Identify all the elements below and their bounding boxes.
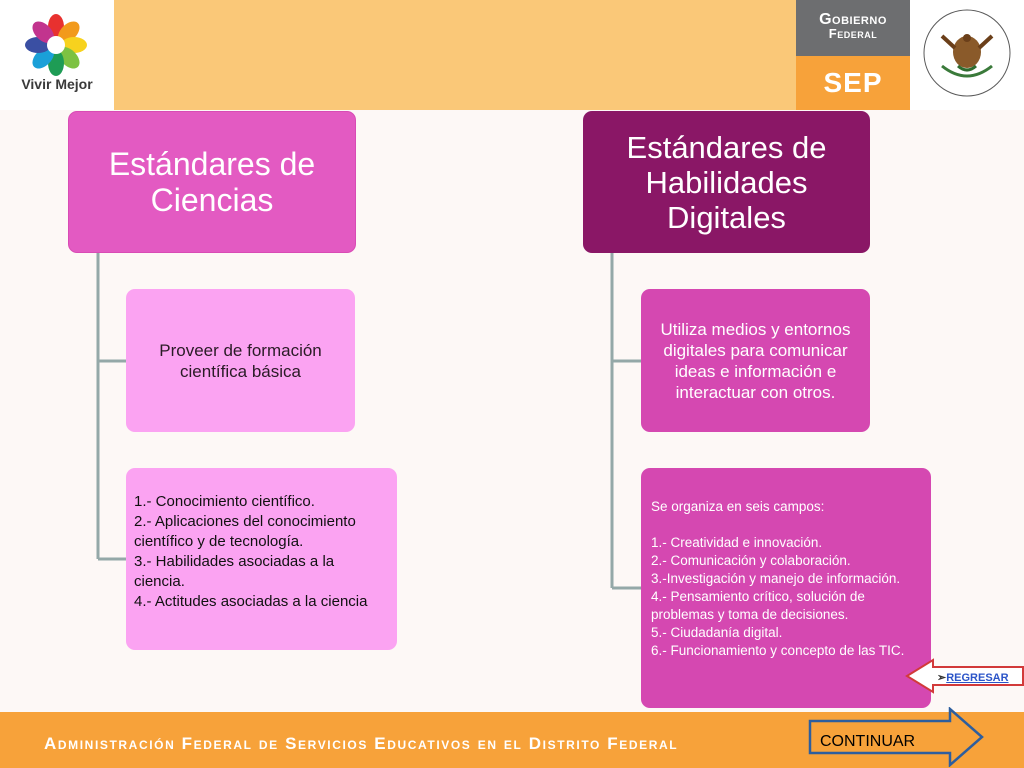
- digitales-title: Estándares de Habilidades Digitales: [626, 129, 827, 235]
- continuar-button[interactable]: CONTINUAR: [820, 733, 916, 750]
- regresar-link[interactable]: [937, 671, 1009, 684]
- sep-badge: SEP: [796, 56, 910, 110]
- digitales-child2-box: [641, 468, 931, 708]
- logo-text: Vivir Mejor: [21, 76, 93, 92]
- ciencias-child1-text: Proveer de formación científica básica: [159, 340, 322, 381]
- digitales-title-box: [583, 111, 870, 253]
- regresar-link-text[interactable]: REGRESAR: [946, 672, 1009, 684]
- digitales-child2-text: Se organiza en seis campos: 1.- Creatividad e innovación. 2.- Comunicación y colaboración. 3.-Investigación y manejo de información. 4.- Pensamiento crítico, solución de problemas y toma de decisiones. 5.- Ciudadanía digital. 6.- Funcionamiento y concepto de las TIC.: [651, 499, 905, 658]
- ciencias-title-box: [68, 111, 356, 253]
- ciencias-child2-text: 1.- Conocimiento científico. 2.- Aplicaciones del conocimiento científico y de tecnología. 3.- Habilidades asociadas a la ciencia. 4.- Actitudes asociadas a la ciencia: [134, 493, 368, 610]
- ciencias-child1-box: [126, 289, 355, 432]
- ciencias-title: Estándares de Ciencias: [108, 146, 316, 218]
- digitales-child1-box: [641, 289, 870, 432]
- footer-text: Administración Federal de Servicios Educativos en el Distrito Federal: [44, 734, 679, 753]
- gobierno-line2: Federal: [828, 26, 878, 41]
- bullet-arrow-icon: ➢: [937, 672, 947, 684]
- gobierno-line1: Gobierno: [819, 11, 887, 28]
- ciencias-child2-box: [126, 468, 397, 650]
- digitales-child1-text: Utiliza medios y entornos digitales para comunicar ideas e información e interactuar con otros.: [660, 319, 851, 402]
